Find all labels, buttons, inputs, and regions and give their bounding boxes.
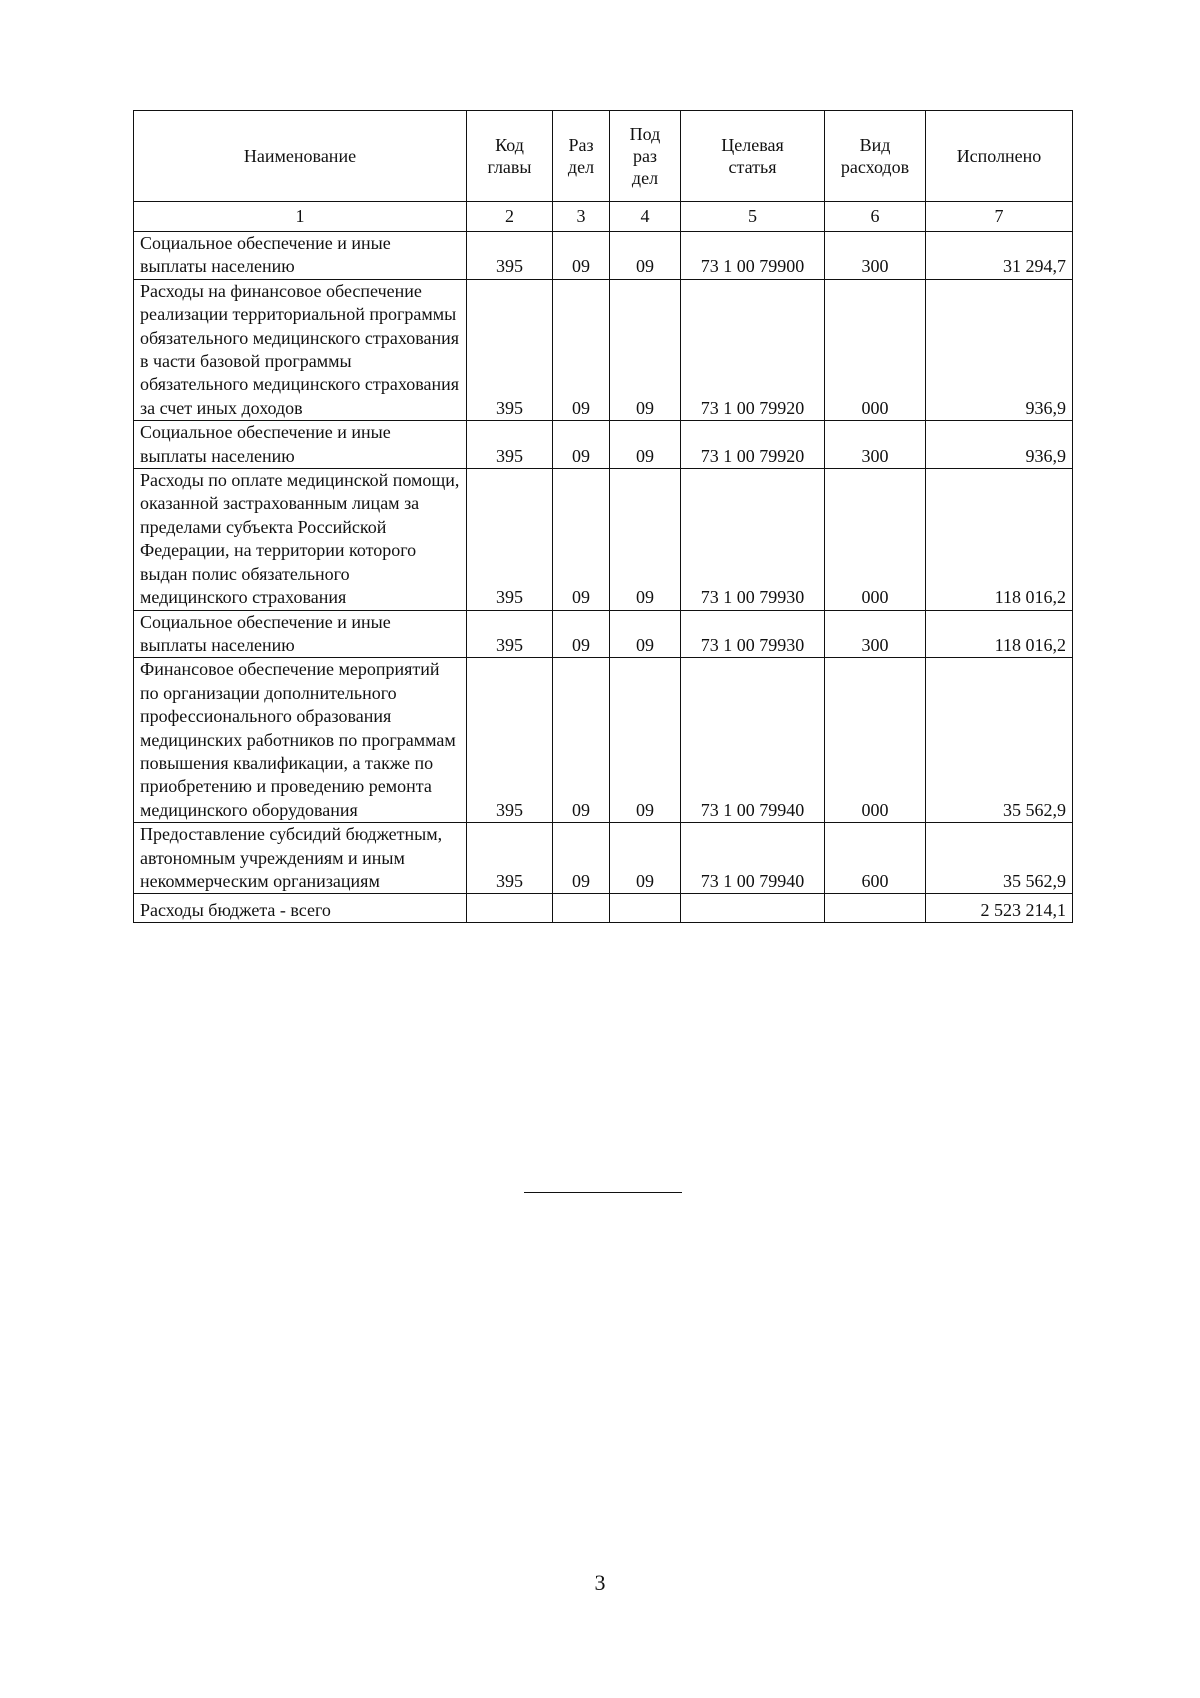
row-kod: 395 bbox=[467, 279, 553, 420]
row-statya: 73 1 00 79940 bbox=[681, 658, 825, 823]
column-number: 1 bbox=[134, 202, 467, 232]
header-ispolneno: Исполнено bbox=[926, 111, 1073, 202]
row-razdel: 09 bbox=[553, 279, 610, 420]
row-podrazdel: 09 bbox=[610, 610, 681, 658]
row-vid: 300 bbox=[825, 421, 926, 469]
column-number: 6 bbox=[825, 202, 926, 232]
row-razdel: 09 bbox=[553, 823, 610, 894]
column-number: 3 bbox=[553, 202, 610, 232]
row-statya: 73 1 00 79930 bbox=[681, 469, 825, 610]
total-ispolneno: 2 523 214,1 bbox=[926, 894, 1073, 923]
row-statya: 73 1 00 79900 bbox=[681, 232, 825, 280]
row-statya: 73 1 00 79940 bbox=[681, 823, 825, 894]
table-row bbox=[134, 279, 1073, 420]
header-razdel: Раз дел bbox=[553, 111, 610, 202]
empty-cell bbox=[553, 894, 610, 923]
row-statya: 73 1 00 79930 bbox=[681, 610, 825, 658]
row-kod: 395 bbox=[467, 421, 553, 469]
header-celevaya-statya: Целевая статья bbox=[681, 111, 825, 202]
row-podrazdel: 09 bbox=[610, 232, 681, 280]
row-name: Расходы на финансовое обеспечение реализации территориальной программы обязательного медицинского страхования в части базовой программы обязательного медицинского страхования за счет иных доходов bbox=[134, 279, 467, 420]
header-vid-raskhodov: Вид расходов bbox=[825, 111, 926, 202]
column-numbers-row bbox=[134, 202, 1073, 232]
table-row bbox=[134, 469, 1073, 610]
column-number: 5 bbox=[681, 202, 825, 232]
row-vid: 300 bbox=[825, 232, 926, 280]
row-vid: 000 bbox=[825, 279, 926, 420]
empty-cell bbox=[825, 894, 926, 923]
row-ispolneno: 118 016,2 bbox=[926, 469, 1073, 610]
row-name: Социальное обеспечение и иные выплаты населению bbox=[134, 232, 467, 280]
row-kod: 395 bbox=[467, 232, 553, 280]
row-vid: 000 bbox=[825, 469, 926, 610]
row-name: Расходы по оплате медицинской помощи, оказанной застрахованным лицам за пределами субъекта Российской Федерации, на территории которого выдан полис обязательного медицинского страхования bbox=[134, 469, 467, 610]
row-vid: 000 bbox=[825, 658, 926, 823]
column-number: 2 bbox=[467, 202, 553, 232]
header-kod-glavy: Код главы bbox=[467, 111, 553, 202]
row-podrazdel: 09 bbox=[610, 823, 681, 894]
row-kod: 395 bbox=[467, 469, 553, 610]
row-statya: 73 1 00 79920 bbox=[681, 279, 825, 420]
page-number: 3 bbox=[594, 1570, 606, 1595]
column-number: 7 bbox=[926, 202, 1073, 232]
row-statya: 73 1 00 79920 bbox=[681, 421, 825, 469]
total-row bbox=[134, 894, 1073, 923]
separator-line bbox=[524, 1192, 682, 1193]
row-razdel: 09 bbox=[553, 658, 610, 823]
row-ispolneno: 118 016,2 bbox=[926, 610, 1073, 658]
table-row bbox=[134, 823, 1073, 894]
header-name: Наименование bbox=[134, 111, 467, 202]
budget-table bbox=[133, 110, 1073, 923]
empty-cell bbox=[681, 894, 825, 923]
table-header-row bbox=[134, 111, 1073, 202]
row-kod: 395 bbox=[467, 610, 553, 658]
empty-cell bbox=[610, 894, 681, 923]
row-name: Социальное обеспечение и иные выплаты населению bbox=[134, 421, 467, 469]
row-vid: 600 bbox=[825, 823, 926, 894]
column-number: 4 bbox=[610, 202, 681, 232]
row-ispolneno: 35 562,9 bbox=[926, 823, 1073, 894]
row-razdel: 09 bbox=[553, 610, 610, 658]
row-name: Предоставление субсидий бюджетным, автономным учреждениям и иным некоммерческим организациям bbox=[134, 823, 467, 894]
row-kod: 395 bbox=[467, 658, 553, 823]
row-razdel: 09 bbox=[553, 469, 610, 610]
empty-cell bbox=[467, 894, 553, 923]
row-name: Финансовое обеспечение мероприятий по организации дополнительного профессионального образования медицинских работников по программам повышения квалификации, а также по приобретению и проведению ремонта медицинского оборудования bbox=[134, 658, 467, 823]
row-ispolneno: 31 294,7 bbox=[926, 232, 1073, 280]
table-row bbox=[134, 232, 1073, 280]
row-podrazdel: 09 bbox=[610, 421, 681, 469]
row-podrazdel: 09 bbox=[610, 658, 681, 823]
row-kod: 395 bbox=[467, 823, 553, 894]
table-row bbox=[134, 658, 1073, 823]
row-ispolneno: 35 562,9 bbox=[926, 658, 1073, 823]
row-vid: 300 bbox=[825, 610, 926, 658]
row-ispolneno: 936,9 bbox=[926, 279, 1073, 420]
row-razdel: 09 bbox=[553, 232, 610, 280]
total-name: Расходы бюджета - всего bbox=[134, 894, 467, 923]
row-podrazdel: 09 bbox=[610, 279, 681, 420]
row-ispolneno: 936,9 bbox=[926, 421, 1073, 469]
table-row bbox=[134, 421, 1073, 469]
row-razdel: 09 bbox=[553, 421, 610, 469]
table-row bbox=[134, 610, 1073, 658]
row-name: Социальное обеспечение и иные выплаты населению bbox=[134, 610, 467, 658]
row-podrazdel: 09 bbox=[610, 469, 681, 610]
header-podrazdel: Под раз дел bbox=[610, 111, 681, 202]
